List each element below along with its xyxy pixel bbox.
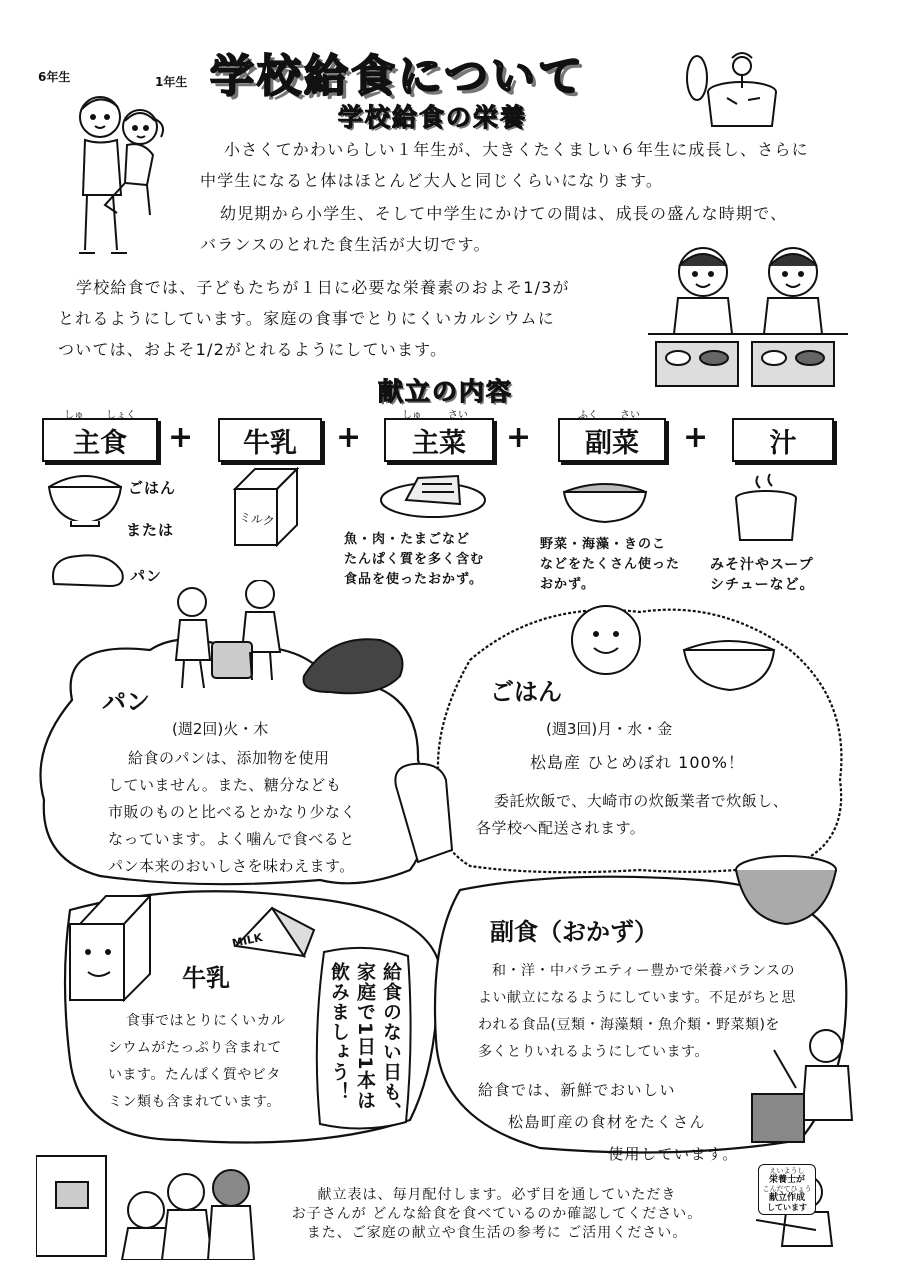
milk-reminder-vertical [326, 962, 404, 1132]
menu-box-label: 主食 [73, 427, 127, 459]
side-line: よい献立になるようにしています。不足がちと思 [478, 990, 796, 1006]
desc-line: などをたくさん使った [540, 557, 681, 572]
ruby: さい [448, 410, 468, 421]
rice-bowl-icon [45, 465, 125, 527]
side-line: 多くとりいれるようにしています。 [478, 1044, 709, 1060]
plus-sign: + [506, 420, 532, 455]
menu-heading: 献立の内容 [378, 377, 514, 406]
ruby: ふく [578, 410, 598, 421]
local-line: 使用しています。 [608, 1145, 739, 1163]
page-subtitle: 学校給食の栄養 [338, 103, 528, 132]
milk-line: ミン類も含まれています。 [108, 1094, 281, 1110]
intro-line: ついては、およそ1/2がとれるようにしています。 [58, 340, 448, 359]
plus-sign: + [168, 420, 194, 455]
local-produce-note [478, 1074, 748, 1170]
milk-line: います。たんぱく質やビタ [108, 1067, 281, 1083]
milk-carton-text: ミルク [238, 509, 276, 529]
page-title: 学校給食について [210, 51, 586, 102]
bread-line: パン本来のおいしさを味わえます。 [108, 857, 355, 875]
desc-line: 食品を使ったおかず。 [344, 572, 483, 587]
milk-title: 牛乳 [182, 964, 230, 992]
sign-line: 献立作成 [768, 1193, 805, 1203]
bread-schedule: (週2回)火・木 [172, 720, 269, 738]
ruby: しゅ [402, 410, 422, 421]
desc-line: 魚・肉・たまごなど [344, 532, 471, 547]
grade1-label: 1年生 [155, 75, 188, 89]
desc-line: みそ汁やスープ [710, 557, 814, 573]
menu-box-label: 汁 [769, 427, 797, 459]
vert-line: 飲みましょう！ [328, 962, 350, 1102]
footer-line: お子さんが どんな給食を食べているのか確認してください。 [291, 1206, 703, 1222]
intro-line: 幼児期から小学生、そして中学生にかけての間は、成長の盛んな時期で、 [220, 204, 788, 223]
bread-title: パン [102, 688, 150, 716]
footer-line: 献立表は、毎月配付します。必ず目を通していただき [317, 1187, 677, 1203]
menu-box-soup [732, 418, 834, 462]
intro-paragraph-1 [200, 134, 850, 196]
vert-line: 家庭で1日1本は [354, 962, 376, 1111]
menu-box-label: 主菜 [412, 427, 466, 459]
vert-line: 給食のない日も、 [380, 962, 402, 1122]
local-line: 松島町産の食材をたくさん [508, 1113, 707, 1131]
milk-line: 食事ではとりにくいカル [126, 1013, 286, 1029]
bread-loaf-icon [304, 639, 403, 693]
intro-paragraph-3 [58, 272, 648, 365]
intro-line: とれるようにしています。家庭の食事でとりにくいカルシウムに [58, 309, 555, 328]
desc-line: シチューなど。 [710, 577, 815, 593]
footer-line: また、ご家庭の献立や食生活の参考に ご活用ください。 [306, 1225, 688, 1241]
dietitian-sign [758, 1164, 816, 1215]
or-label: または [126, 521, 175, 539]
side-dish-body [478, 958, 830, 1066]
soup-bowl-icon [732, 470, 800, 546]
sign-ruby: えいようし [769, 1167, 805, 1175]
sign-ruby: こんだてひょう [762, 1185, 812, 1193]
desc-line: 野菜・海藻・きのこ [540, 537, 667, 552]
rice-schedule: (週3回)月・水・金 [546, 720, 673, 738]
fish-plate-icon [378, 470, 488, 520]
side-dish-title: 副食（おかず） [490, 918, 658, 946]
bread-line: していません。また、糖分なども [108, 776, 342, 794]
side-line: 和・洋・中バラエティー豊かで栄養バランスの [492, 963, 795, 979]
bread-line: 市販のものと比べるとかなり少なく [108, 803, 357, 821]
rice-origin: 松島産 ひとめぼれ 100%！ [530, 753, 745, 772]
rice-line: 委託炊飯で、大崎市の炊飯業者で炊飯し、 [494, 792, 789, 810]
menu-box-side-dish [558, 410, 666, 462]
rice-label: ごはん [128, 479, 177, 497]
ruby: しょく [106, 410, 136, 421]
grade6-label: 6年生 [38, 70, 71, 84]
milk-body [108, 1008, 308, 1116]
intro-line: 中学生になると体はほとんど大人と同じくらいになります。 [200, 171, 664, 190]
rice-title: ごはん [490, 678, 562, 706]
menu-box-label: 牛乳 [243, 427, 297, 459]
kids-reading-menu-illustration [36, 1150, 256, 1260]
milk-pack-text: MILK [230, 930, 264, 951]
side-line: われる食品(豆類・海藻類・魚介類・野菜類)を [478, 1017, 780, 1033]
milk-carton-icon [225, 465, 303, 549]
intro-line: バランスのとれた食生活が大切です。 [200, 235, 491, 254]
plus-sign: + [683, 420, 709, 455]
milk-line: シウムがたっぷり含まれて [108, 1040, 282, 1056]
rice-line: 各学校へ配送されます。 [476, 819, 646, 837]
piggyback-kids-illustration [55, 85, 190, 265]
intro-line: 小さくてかわいらしい１年生が、大きくたくましい６年生に成長し、さらに [224, 140, 809, 159]
rice-body [476, 788, 836, 842]
plus-sign: + [336, 420, 362, 455]
intro-line: 学校給食では、子どもたちが１日に必要な栄養素のおよそ1/3が [76, 278, 570, 297]
desc-line: たんぱく質を多く含む [344, 552, 485, 567]
cooking-pot-illustration [682, 48, 782, 130]
sign-line: しています [767, 1203, 807, 1212]
bread-line: なっています。よく噛んで食べると [108, 830, 355, 848]
salad-bowl-icon [560, 470, 650, 526]
smiling-rice-face [572, 606, 640, 674]
menu-box-milk [218, 418, 322, 462]
sign-line: 栄養士が [768, 1175, 805, 1185]
menu-box-staple [42, 410, 158, 462]
bread-label: パン [130, 567, 163, 585]
footer-note [262, 1186, 732, 1243]
menu-box-main-dish [384, 410, 494, 462]
bread-line: 給食のパンは、添加物を使用 [128, 749, 330, 767]
local-line: 給食では、新鮮でおいしい [478, 1081, 677, 1099]
ruby: しゅ [64, 410, 84, 421]
kids-with-trays-illustration [648, 238, 848, 388]
menu-box-label: 副菜 [585, 427, 639, 459]
desc-line: おかず。 [540, 577, 595, 592]
ruby: さい [620, 410, 640, 421]
bread-body [108, 745, 408, 880]
